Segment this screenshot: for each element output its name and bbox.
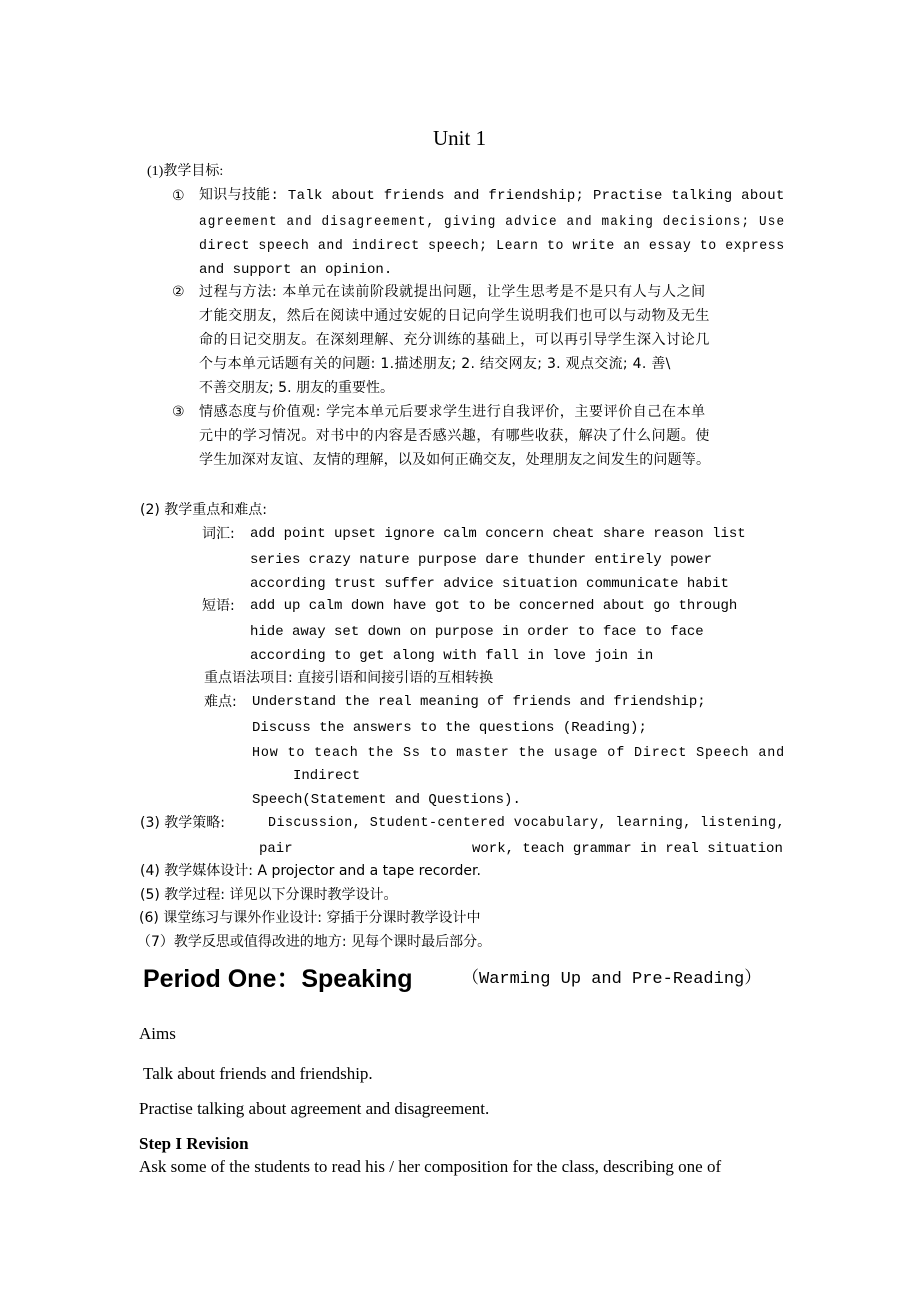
item-1-line: direct speech and indirect speech; Learn to write an essay to express [199, 238, 785, 254]
phrase-line: according to get along with fall in love join in [250, 648, 654, 664]
aim-item: Talk about friends and friendship. [143, 1064, 373, 1083]
section-3-line: pair [259, 841, 293, 857]
section-5: (5) 教学过程: 详见以下分课时教学设计。 [140, 887, 398, 903]
vocab-line: series crazy nature purpose dare thunder entirely power [250, 552, 713, 568]
item-2-line: 才能交朋友，然后在阅读中通过安妮的日记向学生说明我们也可以与动物及无生 [199, 308, 710, 324]
aim-item: Practise talking about agreement and disagreement. [139, 1099, 490, 1118]
period-subtitle: （Warming Up and Pre-Reading） [462, 970, 762, 989]
section-3-line: work, teach grammar in real situation [472, 841, 783, 857]
difficulty-label: 难点: [204, 694, 237, 710]
phrase-label: 短语: [202, 598, 235, 614]
step-1-heading: Step I Revision [139, 1134, 249, 1153]
item-2-line: 不善交朋友; 5. 朋友的重要性。 [199, 380, 394, 396]
item-1-line: 知识与技能: Talk about friends and friendship; Practise talking about [199, 188, 785, 204]
item-marker-2: ② [172, 284, 185, 300]
section-7: （7）教学反思或值得改进的地方: 见每个课时最后部分。 [137, 934, 492, 950]
difficulty-line: Understand the real meaning of friends and friendship; [252, 694, 706, 710]
vocab-label: 词汇: [202, 526, 235, 542]
section-3-line: Discussion, Student-centered vocabulary, learning, listening, [268, 815, 785, 831]
item-3-line: 元中的学习情况。对书中的内容是否感兴趣，有哪些收获，解决了什么问题。使 [199, 428, 710, 444]
item-1-line: agreement and disagreement, giving advice and making decisions; Use [199, 214, 786, 230]
grammar-focus: 重点语法项目: 直接引语和间接引语的互相转换 [204, 670, 494, 686]
item-marker-1: ① [172, 188, 185, 204]
phrase-line: add up calm down have got to be concerned about go through [250, 598, 738, 614]
vocab-line: according trust suffer advice situation communicate habit [250, 576, 729, 592]
section-2-heading: (2) 教学重点和难点: [140, 502, 267, 518]
section-4: (4) 教学媒体设计: A projector and a tape recorder. [140, 863, 481, 879]
difficulty-line: Speech(Statement and Questions). [252, 792, 521, 808]
aims-heading: Aims [139, 1024, 176, 1043]
item-1-line: and support an opinion. [199, 262, 393, 278]
section-6: (6) 课堂练习与课外作业设计: 穿插于分课时教学设计中 [139, 910, 481, 926]
item-2-line: 个与本单元话题有关的问题: 1.描述朋友; 2. 结交网友; 3. 观点交流; 4. 善\ [199, 356, 671, 372]
phrase-line: hide away set down on purpose in order to face to face [250, 624, 704, 640]
difficulty-line: Indirect [293, 768, 361, 784]
section-3-label: (3) 教学策略: [140, 815, 225, 831]
item-2-line: 过程与方法: 本单元在读前阶段就提出问题，让学生思考是不是只有人与人之间 [199, 284, 706, 300]
difficulty-line: How to teach the Ss to master the usage of Direct Speech and [252, 745, 785, 761]
item-3-line: 学生加深对友谊、友情的理解，以及如何正确交友，处理朋友之间发生的问题等。 [199, 452, 711, 468]
difficulty-line: Discuss the answers to the questions (Reading); [252, 720, 647, 736]
item-3-line: 情感态度与价值观: 学完本单元后要求学生进行自我评价，主要评价自己在本单 [199, 404, 706, 420]
item-marker-3: ③ [172, 404, 185, 420]
page-title: Unit 1 [433, 126, 487, 150]
vocab-line: add point upset ignore calm concern cheat share reason list [250, 526, 746, 542]
step-1-text: Ask some of the students to read his / her composition for the class, describing one of [139, 1157, 722, 1176]
period-title: Period One：Speaking [143, 965, 413, 993]
item-2-line: 命的日记交朋友。在深刻理解、充分训练的基础上，可以再引导学生深入讨论几 [199, 332, 710, 348]
section-1-heading: (1)教学目标: [147, 164, 224, 179]
